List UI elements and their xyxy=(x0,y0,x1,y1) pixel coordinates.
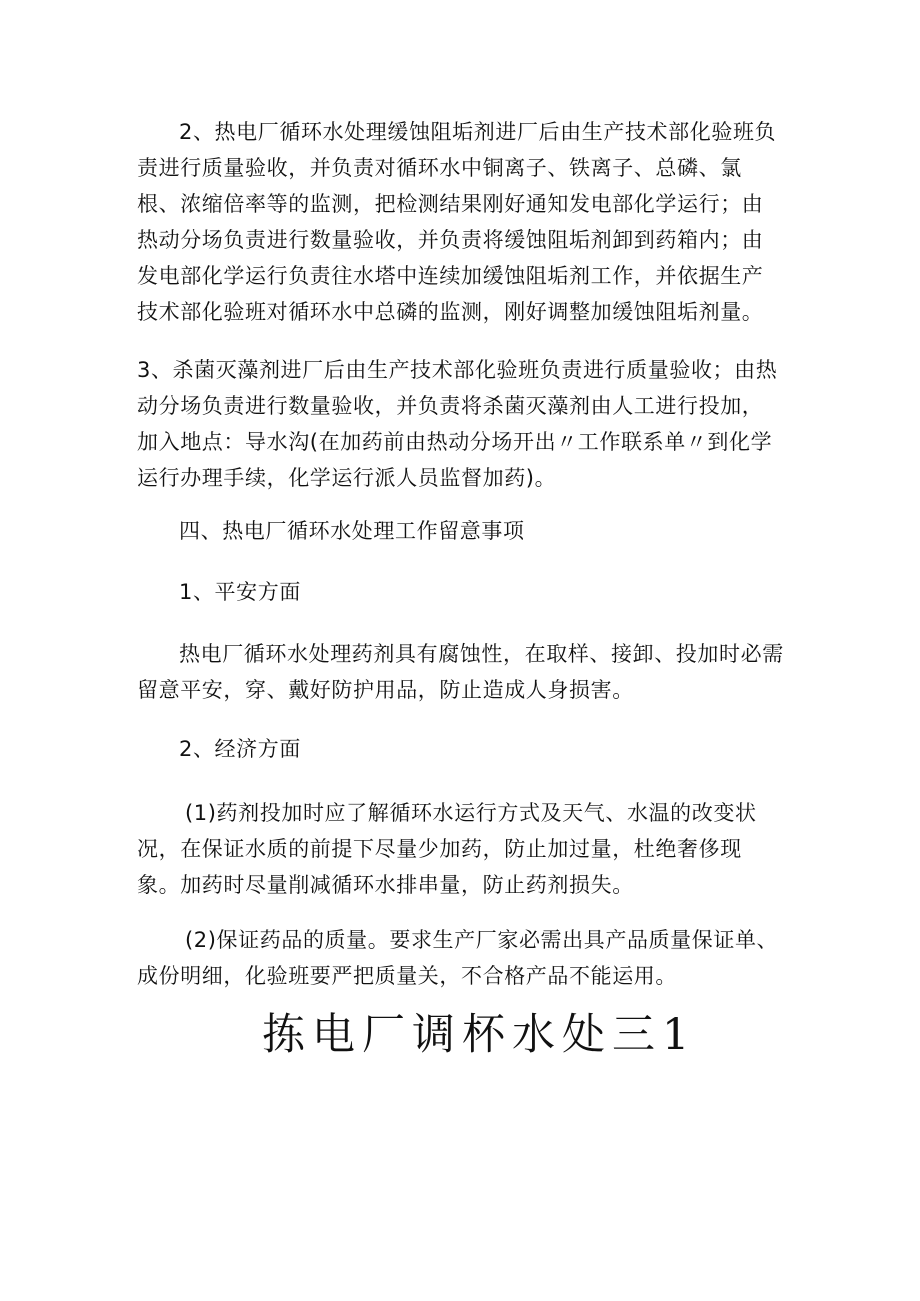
paragraph-item-3 xyxy=(137,352,787,496)
text-line: 技术部化验班对循环水中总磷的监测，刚好调整加缓蚀阻垢剂量。 xyxy=(137,300,764,324)
text-line: 3、杀菌灭藻剂进厂后由生产技术部化验班负责进行质量验收；由热 xyxy=(137,358,778,382)
section-heading: 四、热电厂循环水处理工作留意事项 xyxy=(179,519,525,543)
text-line: 运行办理手续，化学运行派人员监督加药)。 xyxy=(137,466,557,490)
text-line: 象。加药时尽量削减循环水排串量，防止药剂损失。 xyxy=(137,873,634,897)
text-line: 况，在保证水质的前提下尽量少加药，防止加过量，杜绝奢侈现 xyxy=(137,837,742,861)
text-line: (1)药剂投加时应了解循环水运行方式及天气、水温的改变状 xyxy=(185,801,757,825)
text-line: 留意平安，穿、戴好防护用品，防止造成人身损害。 xyxy=(137,678,634,702)
paragraph-item-2 xyxy=(137,114,787,330)
text-line: (2)保证药品的质量。要求生产厂家必需出具产品质量保证单、 xyxy=(185,928,779,952)
text-line: 根、浓缩倍率等的监测，把检测结果刚好通知发电部化学运行；由 xyxy=(137,192,764,216)
text-line: 责进行质量验收，并负责对循环水中铜离子、铁离子、总磷、氯 xyxy=(137,156,742,180)
paragraph-safety xyxy=(137,636,787,708)
text-line: 热动分场负责进行数量验收，并负责将缓蚀阻垢剂卸到药箱内；由 xyxy=(137,228,764,252)
text-line: 动分场负责进行数量验收，并负责将杀菌灭藻剂由人工进行投加， xyxy=(137,394,764,418)
text-line: 发电部化学运行负责往水塔中连续加缓蚀阻垢剂工作，并依据生产 xyxy=(137,264,764,288)
subsection-heading-safety: 1、平安方面 xyxy=(179,580,301,604)
text-line: 加入地点：导水沟(在加药前由热动分场开出〃工作联系单〃到化学 xyxy=(137,430,773,454)
document-title: 拣电厂调杯水处三1 xyxy=(262,1010,697,1060)
paragraph-economy-2 xyxy=(137,922,787,994)
subsection-heading-economy: 2、经济方面 xyxy=(179,737,301,761)
text-line: 成份明细，化验班要严把质量关，不合格产品不能运用。 xyxy=(137,964,677,988)
text-line: 热电厂循环水处理药剂具有腐蚀性，在取样、接卸、投加时必需 xyxy=(179,642,784,666)
text-line: 2、热电厂循环水处理缓蚀阻垢剂进厂后由生产技术部化验班负 xyxy=(179,120,777,144)
paragraph-economy-1 xyxy=(137,795,787,903)
